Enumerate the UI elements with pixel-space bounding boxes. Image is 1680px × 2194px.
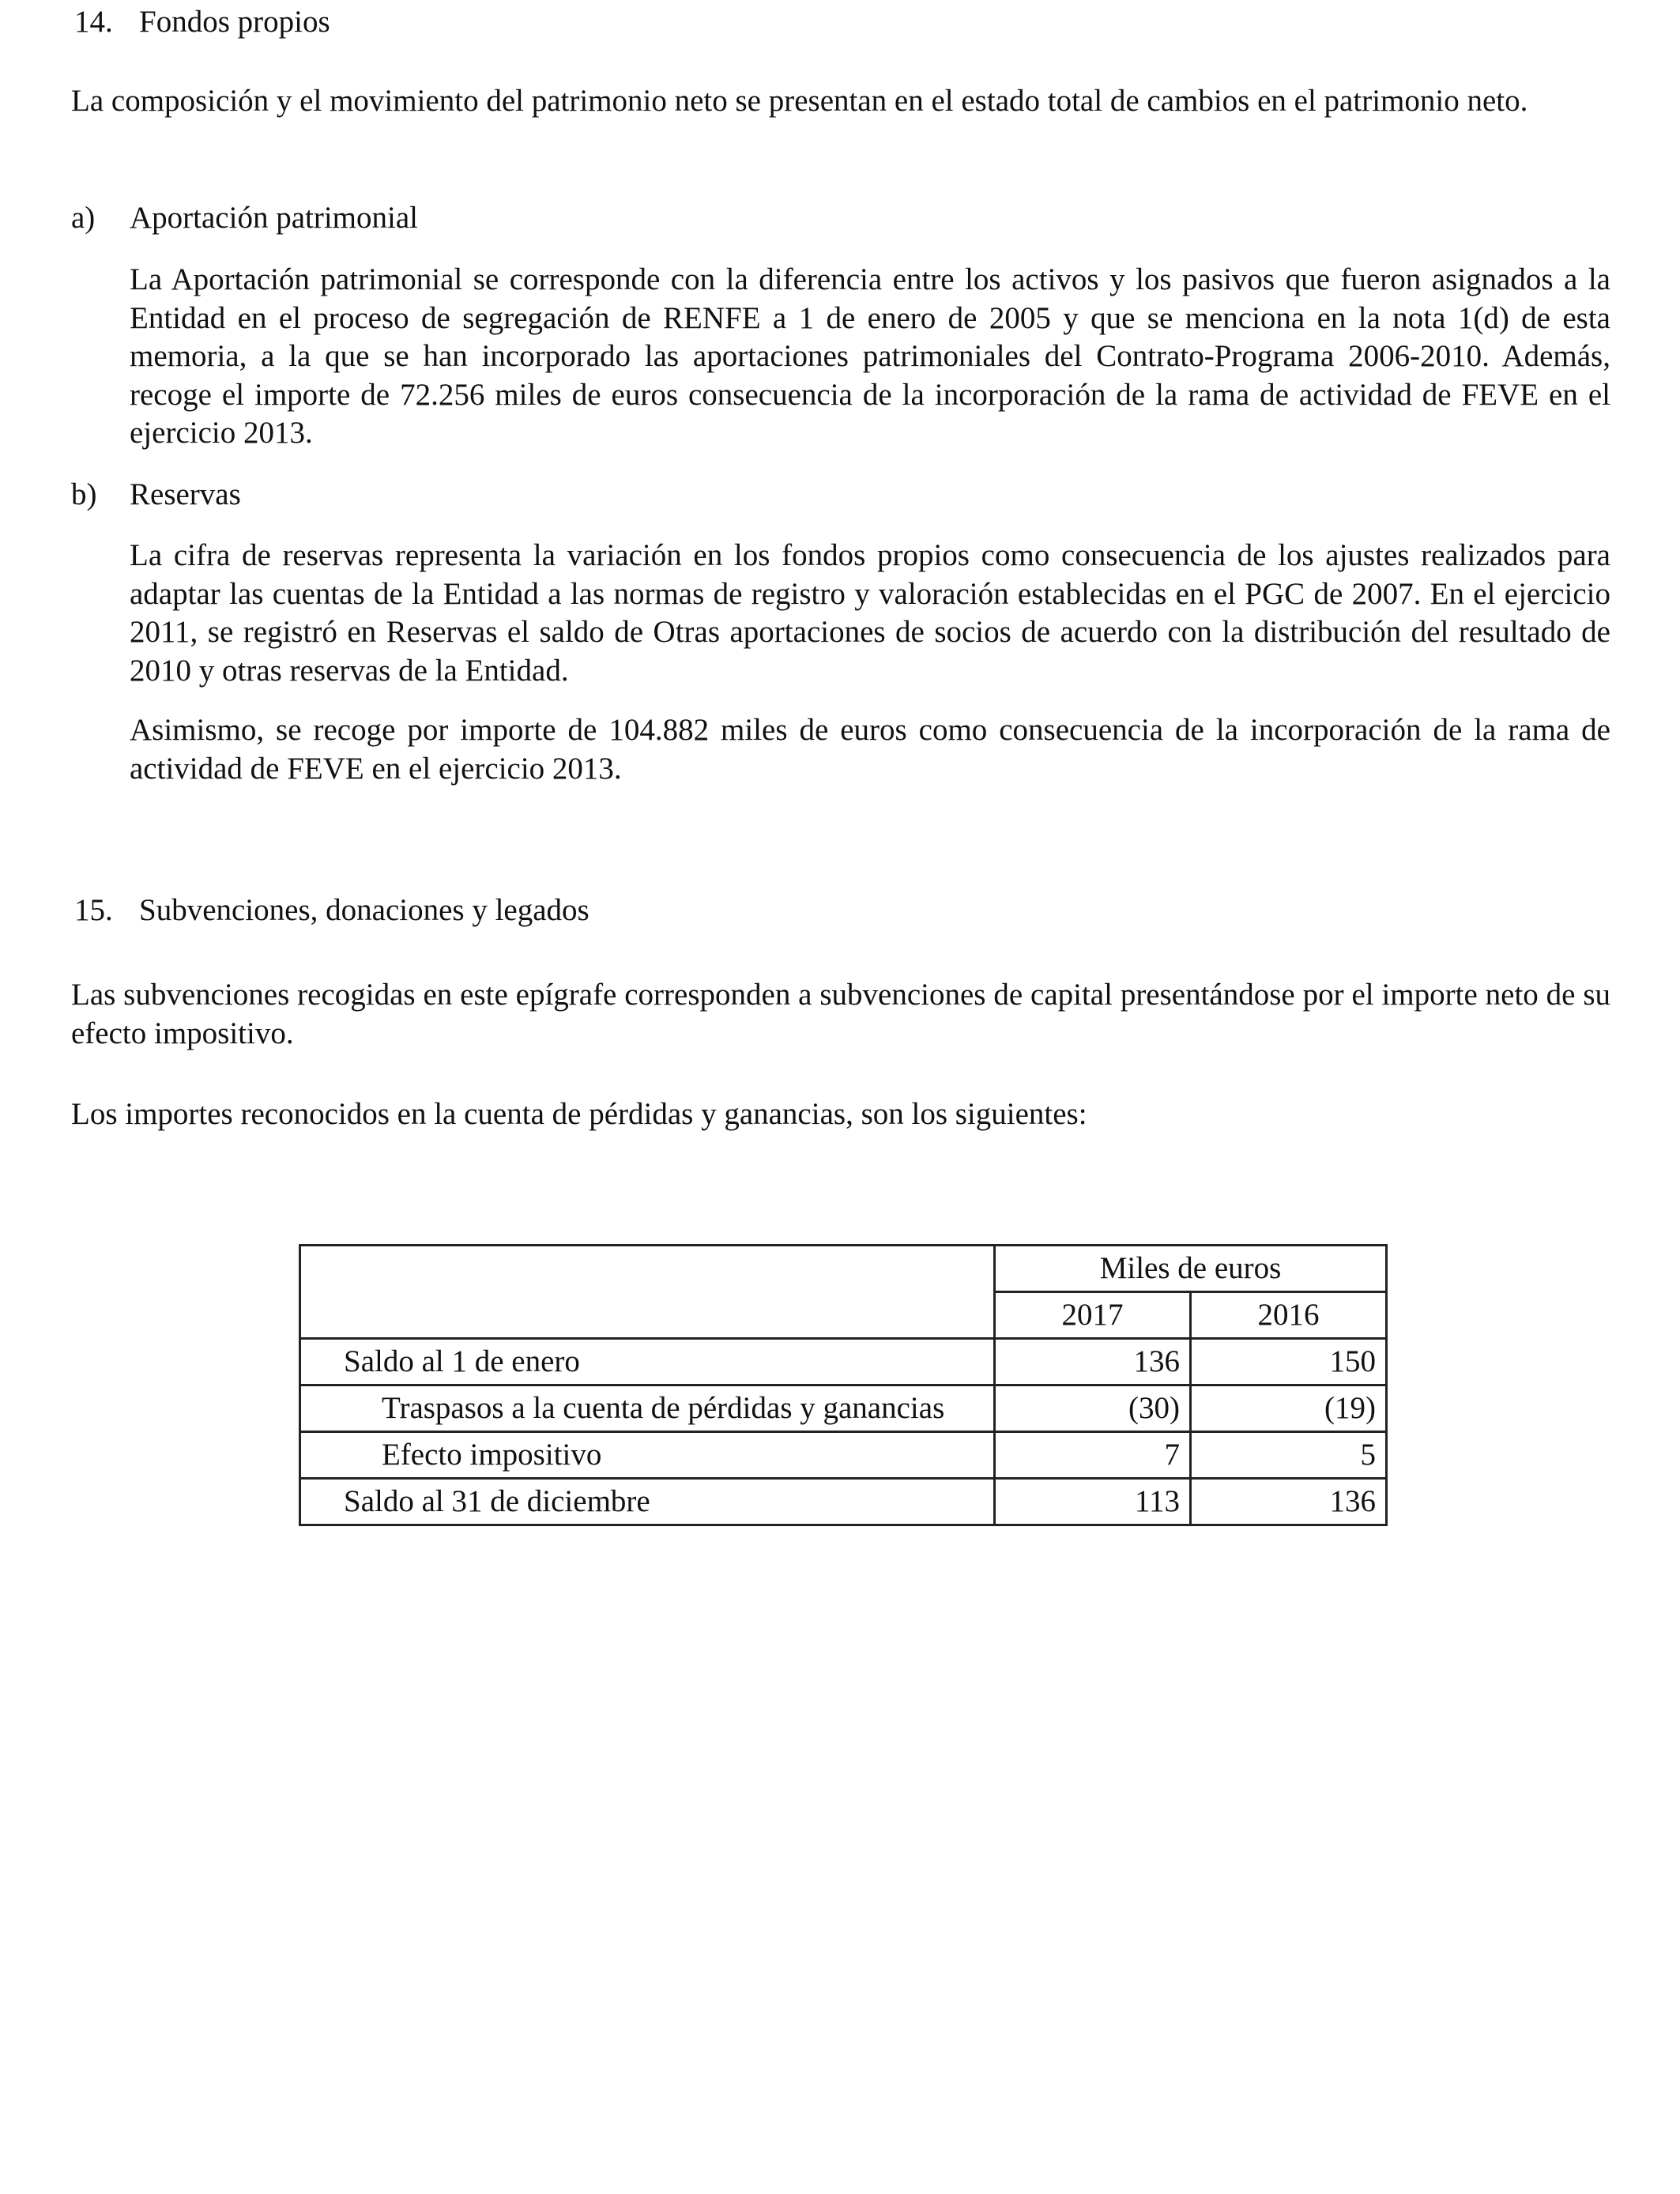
table-row-label: Efecto impositivo: [300, 1432, 995, 1479]
section-14-heading: [74, 3, 330, 41]
section-15-paragraph-1: Las subvenciones recogidas en este epígrafe corresponden a subvenciones de capital presentándose por el importe neto de su efecto impositivo.: [71, 978, 1610, 1050]
section-15-paragraph-2: Los importes reconocidos en la cuenta de pérdidas y ganancias, son los siguientes:: [71, 1097, 1087, 1131]
table-row-label: Saldo al 31 de diciembre: [300, 1479, 995, 1525]
subsection-a-heading: [71, 199, 418, 237]
table-header-row-unit: [300, 1246, 1387, 1292]
table-row-label: Saldo al 1 de enero: [300, 1339, 995, 1385]
table-cell-2016: 150: [1191, 1339, 1387, 1385]
section-14-number: 14.: [74, 5, 113, 39]
table-year-2017-header: 2017: [995, 1292, 1191, 1339]
table-row-label: Traspasos a la cuenta de pérdidas y ganancias: [300, 1385, 995, 1432]
subvenciones-table: [299, 1244, 1388, 1526]
subsection-b-text-2: Asimismo, se recoge por importe de 104.882 miles de euros como consecuencia de la incorporación de la rama de actividad de FEVE en el ejercicio 2013.: [130, 713, 1610, 786]
section-15-number: 15.: [74, 893, 113, 927]
subsection-a-text: La Aportación patrimonial se corresponde con la diferencia entre los activos y los pasivos que fueron asignados a la Entidad en el proceso de segregación de RENFE a 1 de enero de 2005 y que se menciona en la nota 1(d) de esta memoria, a la que se han incorporado las aportaciones patrimoniales del Contrato-Programa 2006-2010. Además, recoge el importe de 72.256 miles de euros consecuencia de la incorporación de la rama de actividad de FEVE en el ejercicio 2013.: [130, 262, 1610, 450]
table-year-2016-header: 2016: [1191, 1292, 1387, 1339]
subsection-b-heading: [71, 476, 241, 514]
table-cell-2017: (30): [995, 1385, 1191, 1432]
subsection-b-title: Reservas: [130, 477, 241, 511]
table-cell-2017: 136: [995, 1339, 1191, 1385]
table-row: [300, 1432, 1387, 1479]
section-15-title: Subvenciones, donaciones y legados: [139, 893, 590, 927]
table-row: [300, 1385, 1387, 1432]
section-14-intro: La composición y el movimiento del patrimonio neto se presentan en el estado total de cambios en el patrimonio neto.: [71, 84, 1528, 118]
table-header-empty-cell: [300, 1246, 995, 1339]
section-14-title: Fondos propios: [139, 5, 330, 39]
table-cell-2016: (19): [1191, 1385, 1387, 1432]
subsection-a-letter: a): [71, 201, 96, 235]
table-cell-2017: 7: [995, 1432, 1191, 1479]
table-cell-2016: 136: [1191, 1479, 1387, 1525]
table-row: [300, 1339, 1387, 1385]
table-unit-header: Miles de euros: [995, 1246, 1387, 1292]
subsection-b-text-1: La cifra de reservas representa la variación en los fondos propios como consecuencia de los ajustes realizados para adaptar las cuentas de la Entidad a las normas de registro y valoración establecidas en el PGC de 2007. En el ejercicio 2011, se registró en Reservas el saldo de Otras aportaciones de socios de acuerdo con la distribución del resultado de 2010 y otras reservas de la Entidad.: [130, 538, 1610, 688]
table-cell-2016: 5: [1191, 1432, 1387, 1479]
subsection-a-title: Aportación patrimonial: [130, 201, 418, 235]
section-15-heading: [74, 892, 590, 929]
subsection-b-letter: b): [71, 477, 97, 511]
table-row: [300, 1479, 1387, 1525]
table-cell-2017: 113: [995, 1479, 1191, 1525]
